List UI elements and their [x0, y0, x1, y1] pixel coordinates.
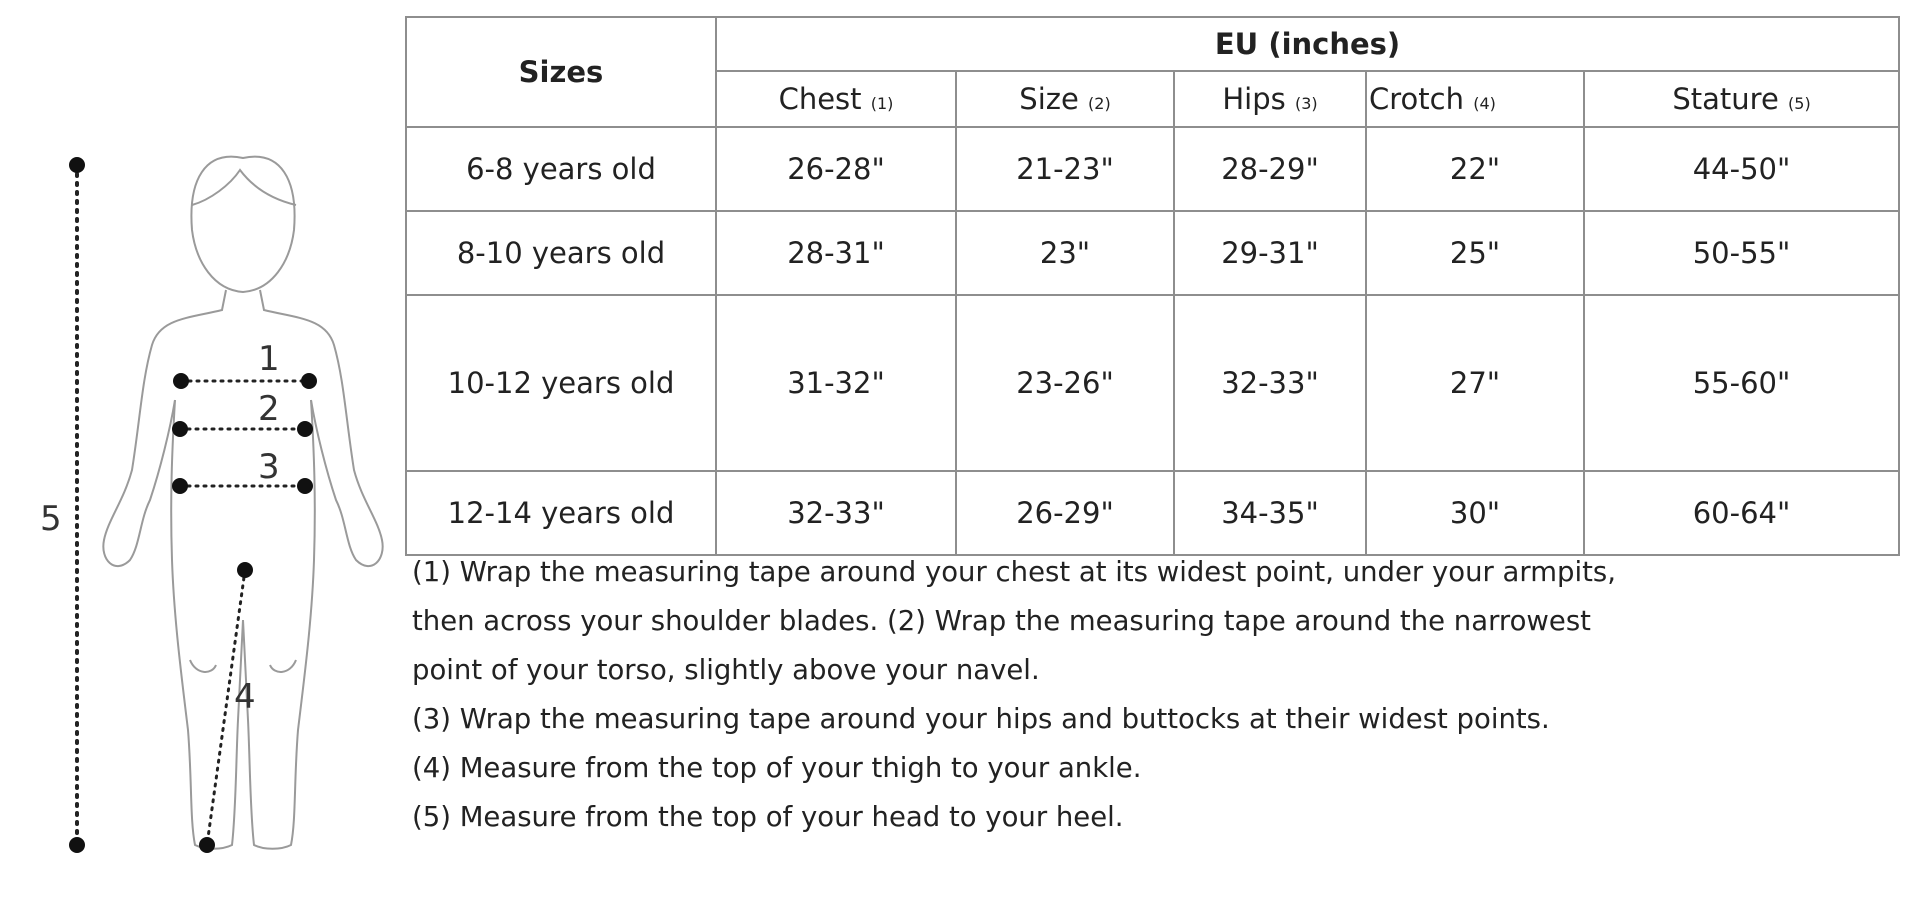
note-line: point of your torso, slightly above your navel.	[412, 654, 1040, 686]
size-measure-cell: 23-26"	[956, 295, 1174, 471]
child-outline	[103, 157, 382, 849]
region-header: EU (inches)	[716, 17, 1899, 71]
crotch-cell: 30"	[1366, 471, 1584, 555]
crotch-cell: 22"	[1366, 127, 1584, 211]
table-row	[406, 127, 1899, 211]
crotch-top-dot	[237, 562, 253, 578]
waist-left-dot	[172, 421, 188, 437]
chest-cell: 31-32"	[716, 295, 956, 471]
column-header-crotch: Crotch (4)	[1366, 71, 1584, 127]
hips-left-dot	[172, 478, 188, 494]
label-2: 2	[258, 389, 280, 429]
column-header-size: Size (2)	[956, 71, 1174, 127]
size-measure-cell: 21-23"	[956, 127, 1174, 211]
note-line: (4) Measure from the top of your thigh to your ankle.	[412, 752, 1142, 784]
column-header-hips: Hips (3)	[1174, 71, 1366, 127]
size-cell: 10-12 years old	[406, 295, 716, 471]
column-header-stature: Stature (5)	[1584, 71, 1899, 127]
table-row	[406, 471, 1899, 555]
hips-cell: 28-29"	[1174, 127, 1366, 211]
sizes-header: Sizes	[406, 17, 716, 127]
stature-top-dot	[69, 157, 85, 173]
chest-cell: 28-31"	[716, 211, 956, 295]
note-line: (3) Wrap the measuring tape around your hips and buttocks at their widest points.	[412, 703, 1550, 735]
crotch-cell: 25"	[1366, 211, 1584, 295]
chest-left-dot	[173, 373, 189, 389]
size-measure-cell: 26-29"	[956, 471, 1174, 555]
label-3: 3	[258, 447, 280, 487]
table-header-row	[406, 17, 1899, 71]
hips-cell: 34-35"	[1174, 471, 1366, 555]
size-measure-cell: 23"	[956, 211, 1174, 295]
label-4: 4	[234, 677, 256, 717]
waist-right-dot	[297, 421, 313, 437]
stature-cell: 60-64"	[1584, 471, 1899, 555]
stature-bottom-dot	[69, 837, 85, 853]
measurement-diagram	[0, 0, 400, 901]
label-1: 1	[258, 339, 280, 379]
hips-right-dot	[297, 478, 313, 494]
hips-cell: 32-33"	[1174, 295, 1366, 471]
label-5: 5	[40, 499, 62, 539]
size-chart-table	[405, 16, 1900, 556]
stature-cell: 44-50"	[1584, 127, 1899, 211]
chest-cell: 32-33"	[716, 471, 956, 555]
stature-cell: 55-60"	[1584, 295, 1899, 471]
note-line: (5) Measure from the top of your head to your heel.	[412, 801, 1124, 833]
measurement-notes	[412, 548, 1772, 842]
crotch-cell: 27"	[1366, 295, 1584, 471]
note-line: then across your shoulder blades. (2) Wrap the measuring tape around the narrowest	[412, 605, 1591, 637]
column-header-chest: Chest (1)	[716, 71, 956, 127]
note-line: (1) Wrap the measuring tape around your chest at its widest point, under your armpits,	[412, 556, 1616, 588]
crotch-bottom-dot	[199, 837, 215, 853]
table-row	[406, 211, 1899, 295]
chest-right-dot	[301, 373, 317, 389]
size-cell: 6-8 years old	[406, 127, 716, 211]
size-cell: 8-10 years old	[406, 211, 716, 295]
chest-cell: 26-28"	[716, 127, 956, 211]
stature-cell: 50-55"	[1584, 211, 1899, 295]
hips-cell: 29-31"	[1174, 211, 1366, 295]
size-cell: 12-14 years old	[406, 471, 716, 555]
table-row	[406, 295, 1899, 471]
child-figure-illustration	[0, 0, 400, 901]
